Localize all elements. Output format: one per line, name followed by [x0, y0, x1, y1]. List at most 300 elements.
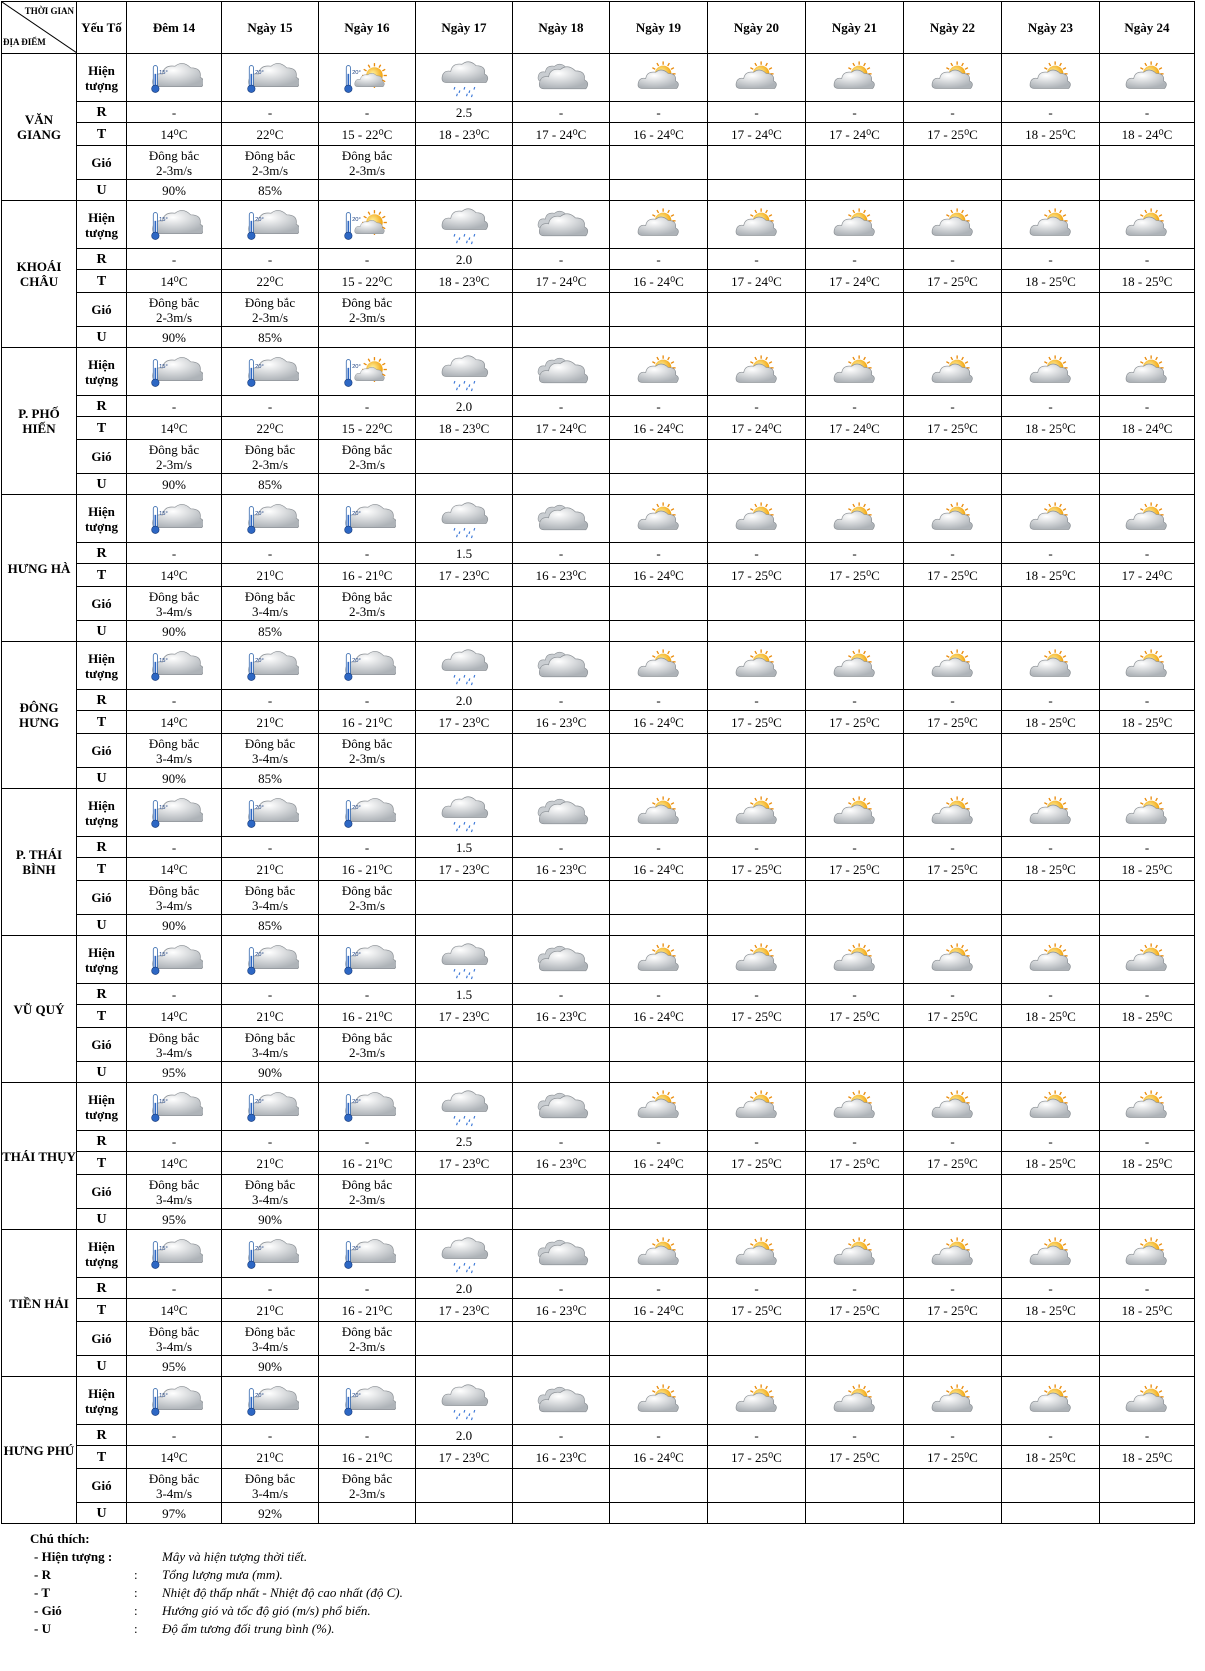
note-item — [30, 1602, 1205, 1620]
weather-icon-cell — [416, 348, 513, 396]
partly-sunny-icon — [924, 58, 982, 98]
humidity-value — [1100, 768, 1195, 789]
cloud-thermo-20-icon — [241, 1087, 299, 1127]
rain-value: - — [1002, 249, 1100, 270]
rain-value: - — [513, 1278, 610, 1299]
weather-icon-cell — [1002, 1377, 1100, 1425]
header-row — [2, 2, 1195, 54]
wind-value — [416, 1028, 513, 1062]
wind-value — [222, 881, 319, 915]
wind-value — [416, 440, 513, 474]
cloud-thermo-20-icon — [241, 1381, 299, 1421]
rain-row — [2, 690, 1195, 711]
wind-value — [222, 1028, 319, 1062]
temperature-value: 17 - 25⁰C — [806, 1446, 904, 1469]
rain-value: - — [610, 396, 708, 417]
weather-icon-cell — [513, 642, 610, 690]
svg-text:20°: 20° — [352, 1245, 361, 1252]
partly-sunny-icon — [1022, 940, 1080, 980]
humidity-value — [319, 474, 416, 495]
weather-icon-cell — [1100, 1083, 1195, 1131]
weather-icon-cell — [1002, 54, 1100, 102]
partly-sunny-icon — [1118, 1234, 1176, 1274]
svg-text:15°: 15° — [159, 1098, 168, 1105]
note-item — [30, 1620, 1205, 1638]
temperature-value: 17 - 25⁰C — [904, 417, 1002, 440]
rain-value: - — [610, 1131, 708, 1152]
humidity-value: 90% — [127, 915, 222, 936]
weather-icon-cell — [319, 642, 416, 690]
partly-sunny-icon — [826, 793, 884, 833]
location-name: P. THÁI BÌNH — [2, 789, 77, 936]
weather-icon-cell — [222, 789, 319, 837]
wind-speed: 3-4m/s — [251, 1191, 289, 1207]
cloud-thermo-15-icon — [145, 1381, 203, 1421]
weather-icon-cell — [1100, 201, 1195, 249]
cloud-thermo-20-icon — [241, 793, 299, 833]
wind-value — [1002, 440, 1100, 474]
wind-speed: 2-3m/s — [251, 309, 289, 325]
temperature-value: 17 - 24⁰C — [708, 417, 806, 440]
phenomenon-row — [2, 348, 1195, 396]
wind-value — [513, 1028, 610, 1062]
wind-value — [904, 587, 1002, 621]
wind-direction: Đông bắc — [341, 147, 393, 163]
temperature-value: 16 - 24⁰C — [610, 1446, 708, 1469]
weather-icon-cell — [1100, 789, 1195, 837]
humidity-value — [416, 1503, 513, 1524]
temperature-value: 17 - 25⁰C — [806, 564, 904, 587]
humidity-value — [610, 1356, 708, 1377]
partly-sunny-icon — [826, 1087, 884, 1127]
humidity-value: 85% — [222, 768, 319, 789]
weather-icon-cell — [610, 936, 708, 984]
humidity-value — [610, 621, 708, 642]
temperature-value: 17 - 25⁰C — [904, 270, 1002, 293]
day-header: Ngày 23 — [1002, 2, 1100, 54]
weather-icon-cell — [904, 1377, 1002, 1425]
partly-sunny-icon — [728, 352, 786, 392]
temperature-value: 15 - 22⁰C — [319, 123, 416, 146]
cloud-thermo-15-icon — [145, 940, 203, 980]
cloudy-icon — [532, 1381, 590, 1421]
note-key: - Gió — [34, 1603, 62, 1618]
cloudy-icon — [532, 646, 590, 686]
rain-cloud-icon — [435, 352, 493, 392]
humidity-value — [416, 915, 513, 936]
temperature-value: 17 - 25⁰C — [708, 1446, 806, 1469]
temperature-value: 17 - 24⁰C — [708, 270, 806, 293]
wind-direction: Đông bắc — [244, 882, 296, 898]
rain-value: - — [222, 690, 319, 711]
partly-sunny-icon — [826, 1381, 884, 1421]
rain-row — [2, 984, 1195, 1005]
rain-value: 2.0 — [416, 1425, 513, 1446]
weather-icon-cell — [1100, 348, 1195, 396]
cloud-thermo-15-icon — [145, 1087, 203, 1127]
temperature-value: 14⁰C — [127, 564, 222, 587]
rain-value: - — [806, 396, 904, 417]
weather-icon-cell — [610, 789, 708, 837]
weather-icon-cell — [127, 936, 222, 984]
temperature-row — [2, 1005, 1195, 1028]
temperature-value: 16 - 21⁰C — [319, 1152, 416, 1175]
rain-value: - — [610, 837, 708, 858]
note-text: Nhiệt độ thấp nhất - Nhiệt độ cao nhất (độ C). — [162, 1585, 403, 1600]
temperature-value: 17 - 23⁰C — [416, 564, 513, 587]
rain-value: - — [513, 102, 610, 123]
humidity-value — [416, 621, 513, 642]
humidity-value — [904, 1503, 1002, 1524]
weather-icon-cell — [513, 1083, 610, 1131]
humidity-value — [708, 180, 806, 201]
sun-thermo-20-icon — [338, 58, 396, 98]
wind-value — [127, 293, 222, 327]
wind-value — [222, 293, 319, 327]
humidity-value — [610, 180, 708, 201]
rain-value: - — [904, 1278, 1002, 1299]
wind-value — [319, 1322, 416, 1356]
wind-speed: 2-3m/s — [155, 162, 193, 178]
sun-thermo-20-icon — [338, 205, 396, 245]
temperature-row — [2, 711, 1195, 734]
rain-value: - — [127, 1131, 222, 1152]
cloud-thermo-20-icon — [338, 646, 396, 686]
weather-icon-cell — [904, 1083, 1002, 1131]
humidity-value — [513, 1062, 610, 1083]
humidity-value — [1002, 327, 1100, 348]
humidity-value — [806, 1503, 904, 1524]
cloud-thermo-15-icon — [145, 793, 203, 833]
note-separator: : — [134, 1603, 138, 1618]
weather-icon-cell — [904, 789, 1002, 837]
temperature-value: 18 - 23⁰C — [416, 270, 513, 293]
factor-label-rain: R — [77, 1131, 127, 1152]
wind-value — [1100, 1175, 1195, 1209]
temperature-value: 17 - 25⁰C — [904, 858, 1002, 881]
wind-value — [806, 734, 904, 768]
factor-label-temp: T — [77, 1446, 127, 1469]
wind-direction: Đông bắc — [341, 441, 393, 457]
weather-icon-cell — [1100, 495, 1195, 543]
wind-value — [904, 734, 1002, 768]
humidity-value: 90% — [127, 768, 222, 789]
wind-value — [1100, 734, 1195, 768]
wind-value — [127, 734, 222, 768]
rain-value: - — [708, 102, 806, 123]
location-name: ĐÔNG HƯNG — [2, 642, 77, 789]
weather-icon-cell — [222, 1377, 319, 1425]
rain-value: - — [222, 1425, 319, 1446]
rain-value: - — [513, 1425, 610, 1446]
rain-value: - — [806, 984, 904, 1005]
rain-value: - — [1002, 1425, 1100, 1446]
factor-label-rain: R — [77, 249, 127, 270]
wind-row — [2, 734, 1195, 768]
rain-value: - — [222, 249, 319, 270]
partly-sunny-icon — [728, 1087, 786, 1127]
weather-icon-cell — [806, 1230, 904, 1278]
partly-sunny-icon — [630, 646, 688, 686]
wind-direction: Đông bắc — [244, 1029, 296, 1045]
wind-value — [319, 440, 416, 474]
factor-label-rain: R — [77, 837, 127, 858]
temperature-value: 16 - 23⁰C — [513, 1446, 610, 1469]
factor-label-rain: R — [77, 102, 127, 123]
rain-value: - — [127, 102, 222, 123]
wind-value — [127, 1322, 222, 1356]
partly-sunny-icon — [630, 58, 688, 98]
temperature-value: 17 - 25⁰C — [806, 711, 904, 734]
wind-row — [2, 440, 1195, 474]
temperature-row — [2, 417, 1195, 440]
temperature-value: 16 - 23⁰C — [513, 1152, 610, 1175]
wind-row — [2, 146, 1195, 180]
wind-value — [513, 293, 610, 327]
rain-cloud-icon — [435, 58, 493, 98]
location-name: VŨ QUÝ — [2, 936, 77, 1083]
humidity-value — [1002, 915, 1100, 936]
wind-direction: Đông bắc — [148, 735, 200, 751]
wind-value — [904, 1028, 1002, 1062]
temperature-row — [2, 270, 1195, 293]
factor-label-phenomenon: Hiện tượng — [77, 642, 127, 690]
weather-icon-cell — [513, 789, 610, 837]
cloud-thermo-20-icon — [338, 940, 396, 980]
weather-icon-cell — [127, 201, 222, 249]
cloud-thermo-15-icon — [145, 58, 203, 98]
rain-value: - — [222, 1131, 319, 1152]
temperature-value: 18 - 25⁰C — [1002, 417, 1100, 440]
wind-value — [806, 293, 904, 327]
svg-text:20°: 20° — [255, 363, 264, 370]
temperature-value: 18 - 25⁰C — [1100, 1152, 1195, 1175]
wind-value — [1002, 293, 1100, 327]
location-name: VĂN GIANG — [2, 54, 77, 201]
rain-value: - — [806, 1425, 904, 1446]
weather-icon-cell — [1002, 348, 1100, 396]
wind-value — [806, 587, 904, 621]
rain-value: - — [513, 396, 610, 417]
humidity-value — [1100, 180, 1195, 201]
rain-value: - — [1002, 1131, 1100, 1152]
temperature-value: 16 - 21⁰C — [319, 1005, 416, 1028]
humidity-value: 85% — [222, 474, 319, 495]
weather-icon-cell — [1002, 201, 1100, 249]
wind-value — [127, 1469, 222, 1503]
svg-text:20°: 20° — [352, 657, 361, 664]
svg-text:20°: 20° — [255, 216, 264, 223]
temperature-value: 17 - 25⁰C — [708, 564, 806, 587]
partly-sunny-icon — [924, 1234, 982, 1274]
humidity-value: 85% — [222, 915, 319, 936]
rain-value: - — [319, 1131, 416, 1152]
svg-text:20°: 20° — [255, 657, 264, 664]
wind-speed: 3-4m/s — [155, 1191, 193, 1207]
rain-value: - — [904, 1425, 1002, 1446]
temperature-value: 15 - 22⁰C — [319, 270, 416, 293]
rain-row — [2, 1425, 1195, 1446]
rain-value: - — [806, 690, 904, 711]
humidity-value: 90% — [127, 180, 222, 201]
humidity-value — [513, 621, 610, 642]
partly-sunny-icon — [630, 1234, 688, 1274]
temperature-value: 14⁰C — [127, 270, 222, 293]
factor-label-temp: T — [77, 417, 127, 440]
phenomenon-row — [2, 1083, 1195, 1131]
rain-value: - — [319, 102, 416, 123]
rain-value: - — [1100, 1425, 1195, 1446]
wind-value — [708, 734, 806, 768]
rain-value: - — [708, 1131, 806, 1152]
note-item — [30, 1584, 1205, 1602]
wind-value — [222, 146, 319, 180]
rain-row — [2, 1131, 1195, 1152]
temperature-value: 16 - 21⁰C — [319, 711, 416, 734]
rain-value: 2.5 — [416, 1131, 513, 1152]
weather-icon-cell — [222, 201, 319, 249]
location-name: P. PHỐ HIẾN — [2, 348, 77, 495]
temperature-row — [2, 123, 1195, 146]
wind-value — [319, 1175, 416, 1209]
temperature-value: 17 - 23⁰C — [416, 858, 513, 881]
phenomenon-row — [2, 201, 1195, 249]
factor-label-phenomenon: Hiện tượng — [77, 348, 127, 396]
factor-label-temp: T — [77, 1299, 127, 1322]
temperature-value: 18 - 25⁰C — [1002, 1005, 1100, 1028]
wind-speed: 3-4m/s — [251, 603, 289, 619]
temperature-value: 16 - 24⁰C — [610, 1005, 708, 1028]
wind-direction: Đông bắc — [341, 882, 393, 898]
partly-sunny-icon — [1118, 205, 1176, 245]
rain-value: 1.5 — [416, 984, 513, 1005]
weather-icon-cell — [610, 54, 708, 102]
cloud-thermo-20-icon — [241, 646, 299, 686]
weather-icon-cell — [127, 1230, 222, 1278]
factor-label-wind: Gió — [77, 1175, 127, 1209]
rain-cloud-icon — [435, 499, 493, 539]
wind-direction: Đông bắc — [148, 882, 200, 898]
humidity-value — [904, 768, 1002, 789]
humidity-value — [610, 1503, 708, 1524]
wind-speed: 3-4m/s — [155, 1485, 193, 1501]
rain-value: - — [904, 102, 1002, 123]
humidity-value — [1002, 180, 1100, 201]
partly-sunny-icon — [728, 58, 786, 98]
wind-direction: Đông bắc — [244, 294, 296, 310]
humidity-value — [708, 1356, 806, 1377]
wind-value — [127, 146, 222, 180]
weather-icon-cell — [319, 495, 416, 543]
temperature-value: 21⁰C — [222, 1152, 319, 1175]
wind-value — [806, 881, 904, 915]
humidity-value — [610, 768, 708, 789]
weather-icon-cell — [708, 348, 806, 396]
temperature-value: 17 - 25⁰C — [708, 858, 806, 881]
svg-text:20°: 20° — [352, 510, 361, 517]
cloudy-icon — [532, 58, 590, 98]
rain-value: - — [1100, 396, 1195, 417]
wind-value — [708, 146, 806, 180]
factor-label-phenomenon: Hiện tượng — [77, 1377, 127, 1425]
temperature-value: 17 - 23⁰C — [416, 1446, 513, 1469]
sun-thermo-20-icon — [338, 352, 396, 392]
temperature-value: 17 - 25⁰C — [904, 1152, 1002, 1175]
humidity-value — [806, 474, 904, 495]
temperature-value: 16 - 21⁰C — [319, 858, 416, 881]
weather-icon-cell — [1100, 936, 1195, 984]
wind-direction: Đông bắc — [244, 441, 296, 457]
temperature-value: 17 - 25⁰C — [806, 858, 904, 881]
rain-cloud-icon — [435, 793, 493, 833]
svg-text:15°: 15° — [159, 1245, 168, 1252]
partly-sunny-icon — [630, 352, 688, 392]
humidity-value — [1100, 474, 1195, 495]
factor-label-temp: T — [77, 564, 127, 587]
humidity-value — [806, 1062, 904, 1083]
wind-value — [806, 1322, 904, 1356]
humidity-row — [2, 1356, 1195, 1377]
cloud-thermo-20-icon — [241, 940, 299, 980]
temperature-value: 21⁰C — [222, 711, 319, 734]
temperature-value: 14⁰C — [127, 1152, 222, 1175]
rain-value: - — [904, 1131, 1002, 1152]
weather-icon-cell — [708, 936, 806, 984]
humidity-value — [513, 1209, 610, 1230]
wind-speed: 3-4m/s — [155, 1338, 193, 1354]
temperature-value: 21⁰C — [222, 1299, 319, 1322]
phenomenon-row — [2, 642, 1195, 690]
note-item — [30, 1566, 1205, 1584]
humidity-value — [416, 768, 513, 789]
weather-icon-cell — [904, 348, 1002, 396]
weather-icon-cell — [708, 201, 806, 249]
humidity-value — [1002, 768, 1100, 789]
wind-value — [610, 734, 708, 768]
svg-text:15°: 15° — [159, 363, 168, 370]
wind-speed: 2-3m/s — [348, 1044, 386, 1060]
partly-sunny-icon — [924, 793, 982, 833]
factor-label-phenomenon: Hiện tượng — [77, 936, 127, 984]
partly-sunny-icon — [1022, 352, 1080, 392]
partly-sunny-icon — [630, 940, 688, 980]
temperature-value: 16 - 23⁰C — [513, 711, 610, 734]
humidity-row — [2, 1062, 1195, 1083]
note-item — [30, 1548, 1205, 1566]
wind-value — [1100, 146, 1195, 180]
rain-value: 1.5 — [416, 837, 513, 858]
cloud-thermo-20-icon — [241, 58, 299, 98]
partly-sunny-icon — [924, 940, 982, 980]
partly-sunny-icon — [1022, 646, 1080, 686]
factor-label-humidity: U — [77, 621, 127, 642]
rain-value: - — [222, 984, 319, 1005]
rain-value: - — [904, 249, 1002, 270]
humidity-value — [513, 1503, 610, 1524]
cloud-thermo-20-icon — [241, 205, 299, 245]
wind-direction: Đông bắc — [244, 588, 296, 604]
humidity-value — [610, 1062, 708, 1083]
temperature-value: 17 - 24⁰C — [1100, 564, 1195, 587]
wind-value — [610, 587, 708, 621]
partly-sunny-icon — [728, 793, 786, 833]
wind-speed: 3-4m/s — [155, 1044, 193, 1060]
phenomenon-row — [2, 54, 1195, 102]
humidity-value — [708, 915, 806, 936]
humidity-value — [1002, 474, 1100, 495]
weather-icon-cell — [127, 1083, 222, 1131]
weather-icon-cell — [222, 642, 319, 690]
